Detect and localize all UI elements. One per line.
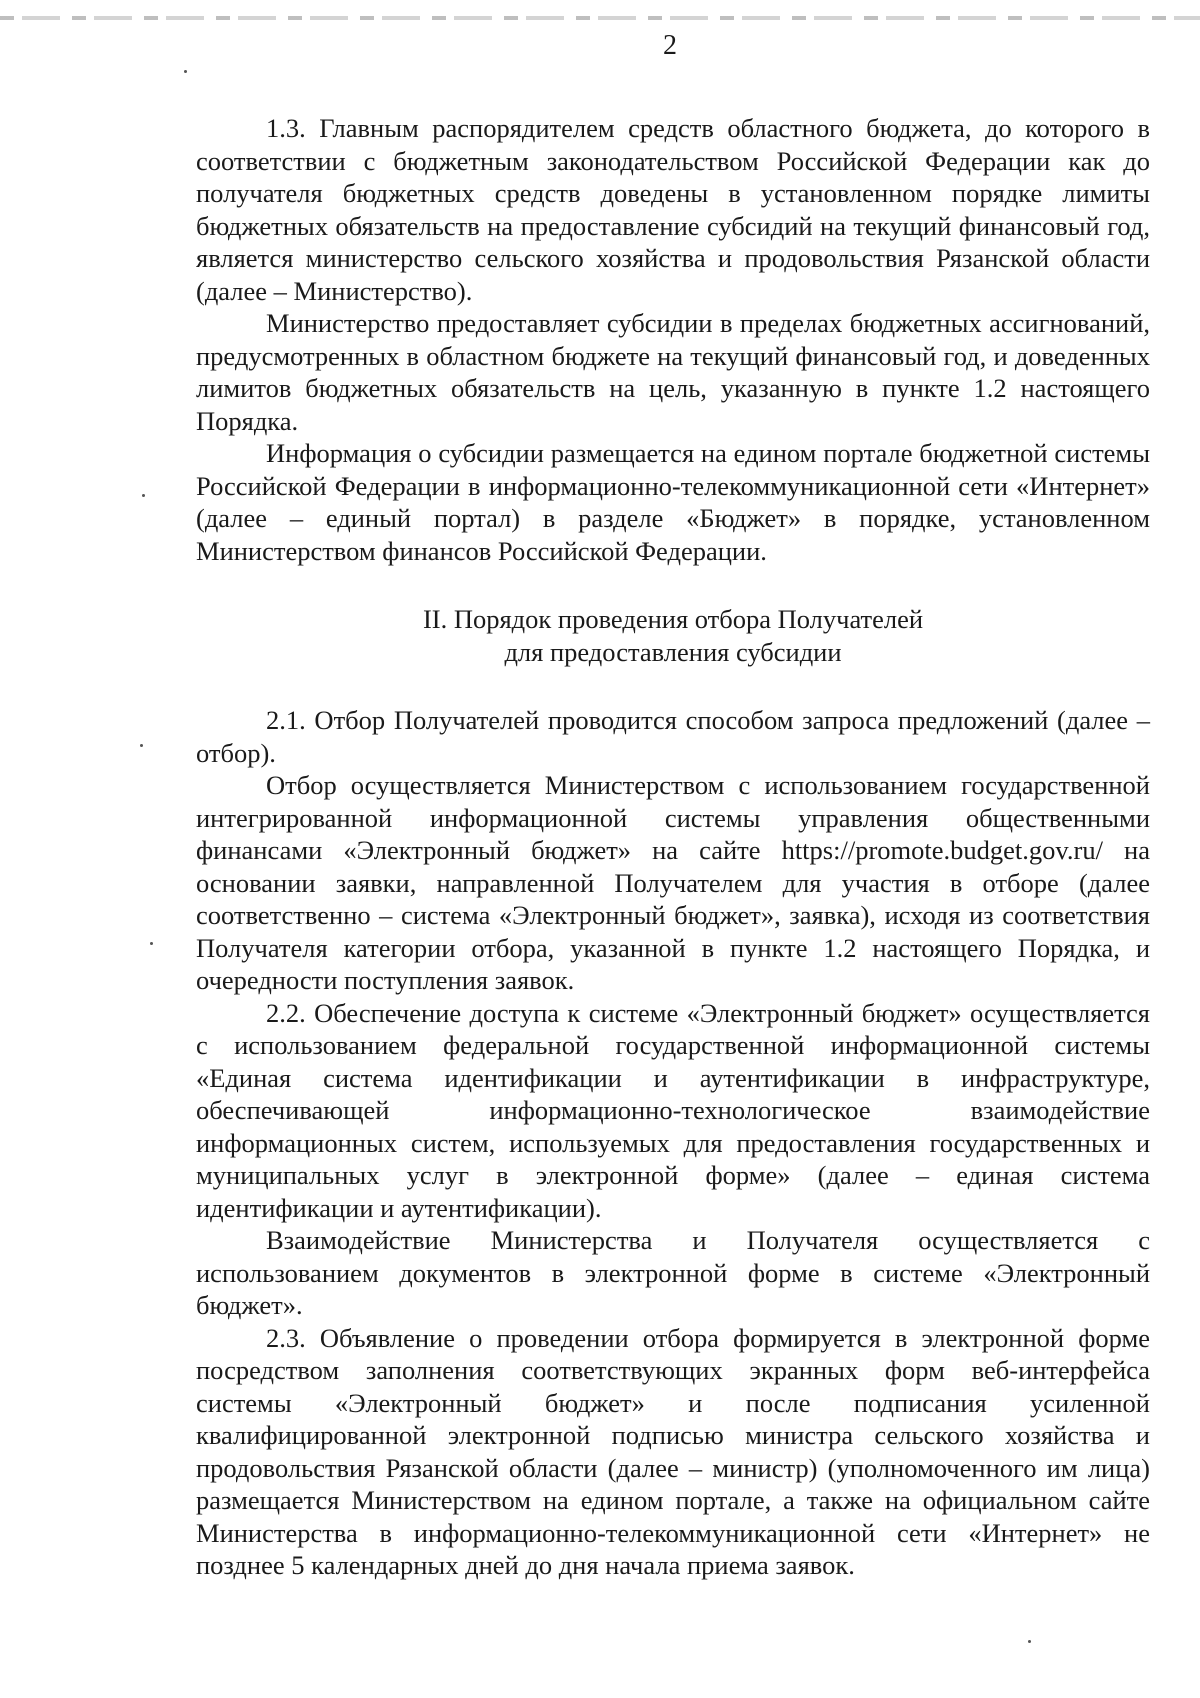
document-body	[196, 112, 1150, 1582]
paragraph-2-1: 2.1. Отбор Получателей проводится способом запроса предложений (далее – отбор).	[196, 705, 1150, 768]
section-heading	[196, 603, 1150, 668]
paragraph-subsidy-information: Информация о субсидии размещается на едином портале бюджетной системы Российской Федерации в информационно-телекоммуникационной сети «Интернет» (далее – единый портал) в разделе «Бюджет» в порядке, установленном Министерством финансов Российской Федерации.	[196, 438, 1150, 566]
scan-speck	[140, 744, 143, 747]
paragraph-1-3: 1.3. Главным распорядителем средств областного бюджета, до которого в соответствии с бюджетным законодательством Российской Федерации как до получателя бюджетных средств доведены в установленном порядке лимиты бюджетных обязательств на предоставление субсидий на текущий финансовый год, является министерство сельского хозяйства и продовольствия Рязанской области (далее – Министерство).	[196, 113, 1150, 306]
scan-speck	[1028, 1640, 1031, 1643]
paragraph-2-2: 2.2. Обеспечение доступа к системе «Электронный бюджет» осуществляется с использованием федеральной государственной информационной системы «Единая система идентификации и аутентификации в инфраструктуре, обеспечивающей информационно-технологическое взаимодействие информационных систем, используемых для предоставления государственных и муниципальных услуг в электронной форме» (далее – единая система идентификации и аутентификации).	[196, 997, 1150, 1223]
paragraph-selection-procedure: Отбор осуществляется Министерством с использованием государственной интегрированной информационной системы управления общественными финансами «Электронный бюджет» на сайте https://promote.budget.gov.ru/ на основании заявки, направленной Получателем для участия в отборе (далее соответственно – система «Электронный бюджет», заявка), исходя из соответствия Получателя категории отбора, указанной в пункте 1.2 настоящего Порядка, и очередности поступления заявок.	[196, 770, 1150, 995]
section-heading-line-2: для предоставления субсидии	[504, 636, 842, 667]
scan-speck	[184, 70, 187, 73]
page-number: 2	[663, 30, 677, 61]
section-heading-line-1: II. Порядок проведения отбора Получателей	[422, 604, 924, 634]
paragraph-2-3: 2.3. Объявление о проведении отбора формируется в электронной форме посредством заполнения соответствующих экранных форм веб-интерфейса системы «Электронный бюджет» и после подписания усиленной квалифицированной электронной подписью министра сельского хозяйства и продовольствия Рязанской области (далее – министр) (уполномоченного им лица) размещается Министерством на едином портале, а также на официальном сайте Министерства в информационно-телекоммуникационной сети «Интернет» не позднее 5 календарных дней до дня начала приема заявок.	[196, 1322, 1150, 1580]
scan-speck	[150, 942, 153, 945]
paragraph-interaction: Взаимодействие Министерства и Получателя осуществляется с использованием документов в электронной форме в системе «Электронный бюджет».	[196, 1225, 1150, 1320]
scan-artifact-line	[0, 16, 1200, 20]
paragraph-ministry-subsidies: Министерство предоставляет субсидии в пределах бюджетных ассигнований, предусмотренных в областном бюджете на текущий финансовый год, и доведенных лимитов бюджетных обязательств на цель, указанную в пункте 1.2 настоящего Порядка.	[196, 308, 1150, 436]
scan-speck	[142, 494, 145, 497]
